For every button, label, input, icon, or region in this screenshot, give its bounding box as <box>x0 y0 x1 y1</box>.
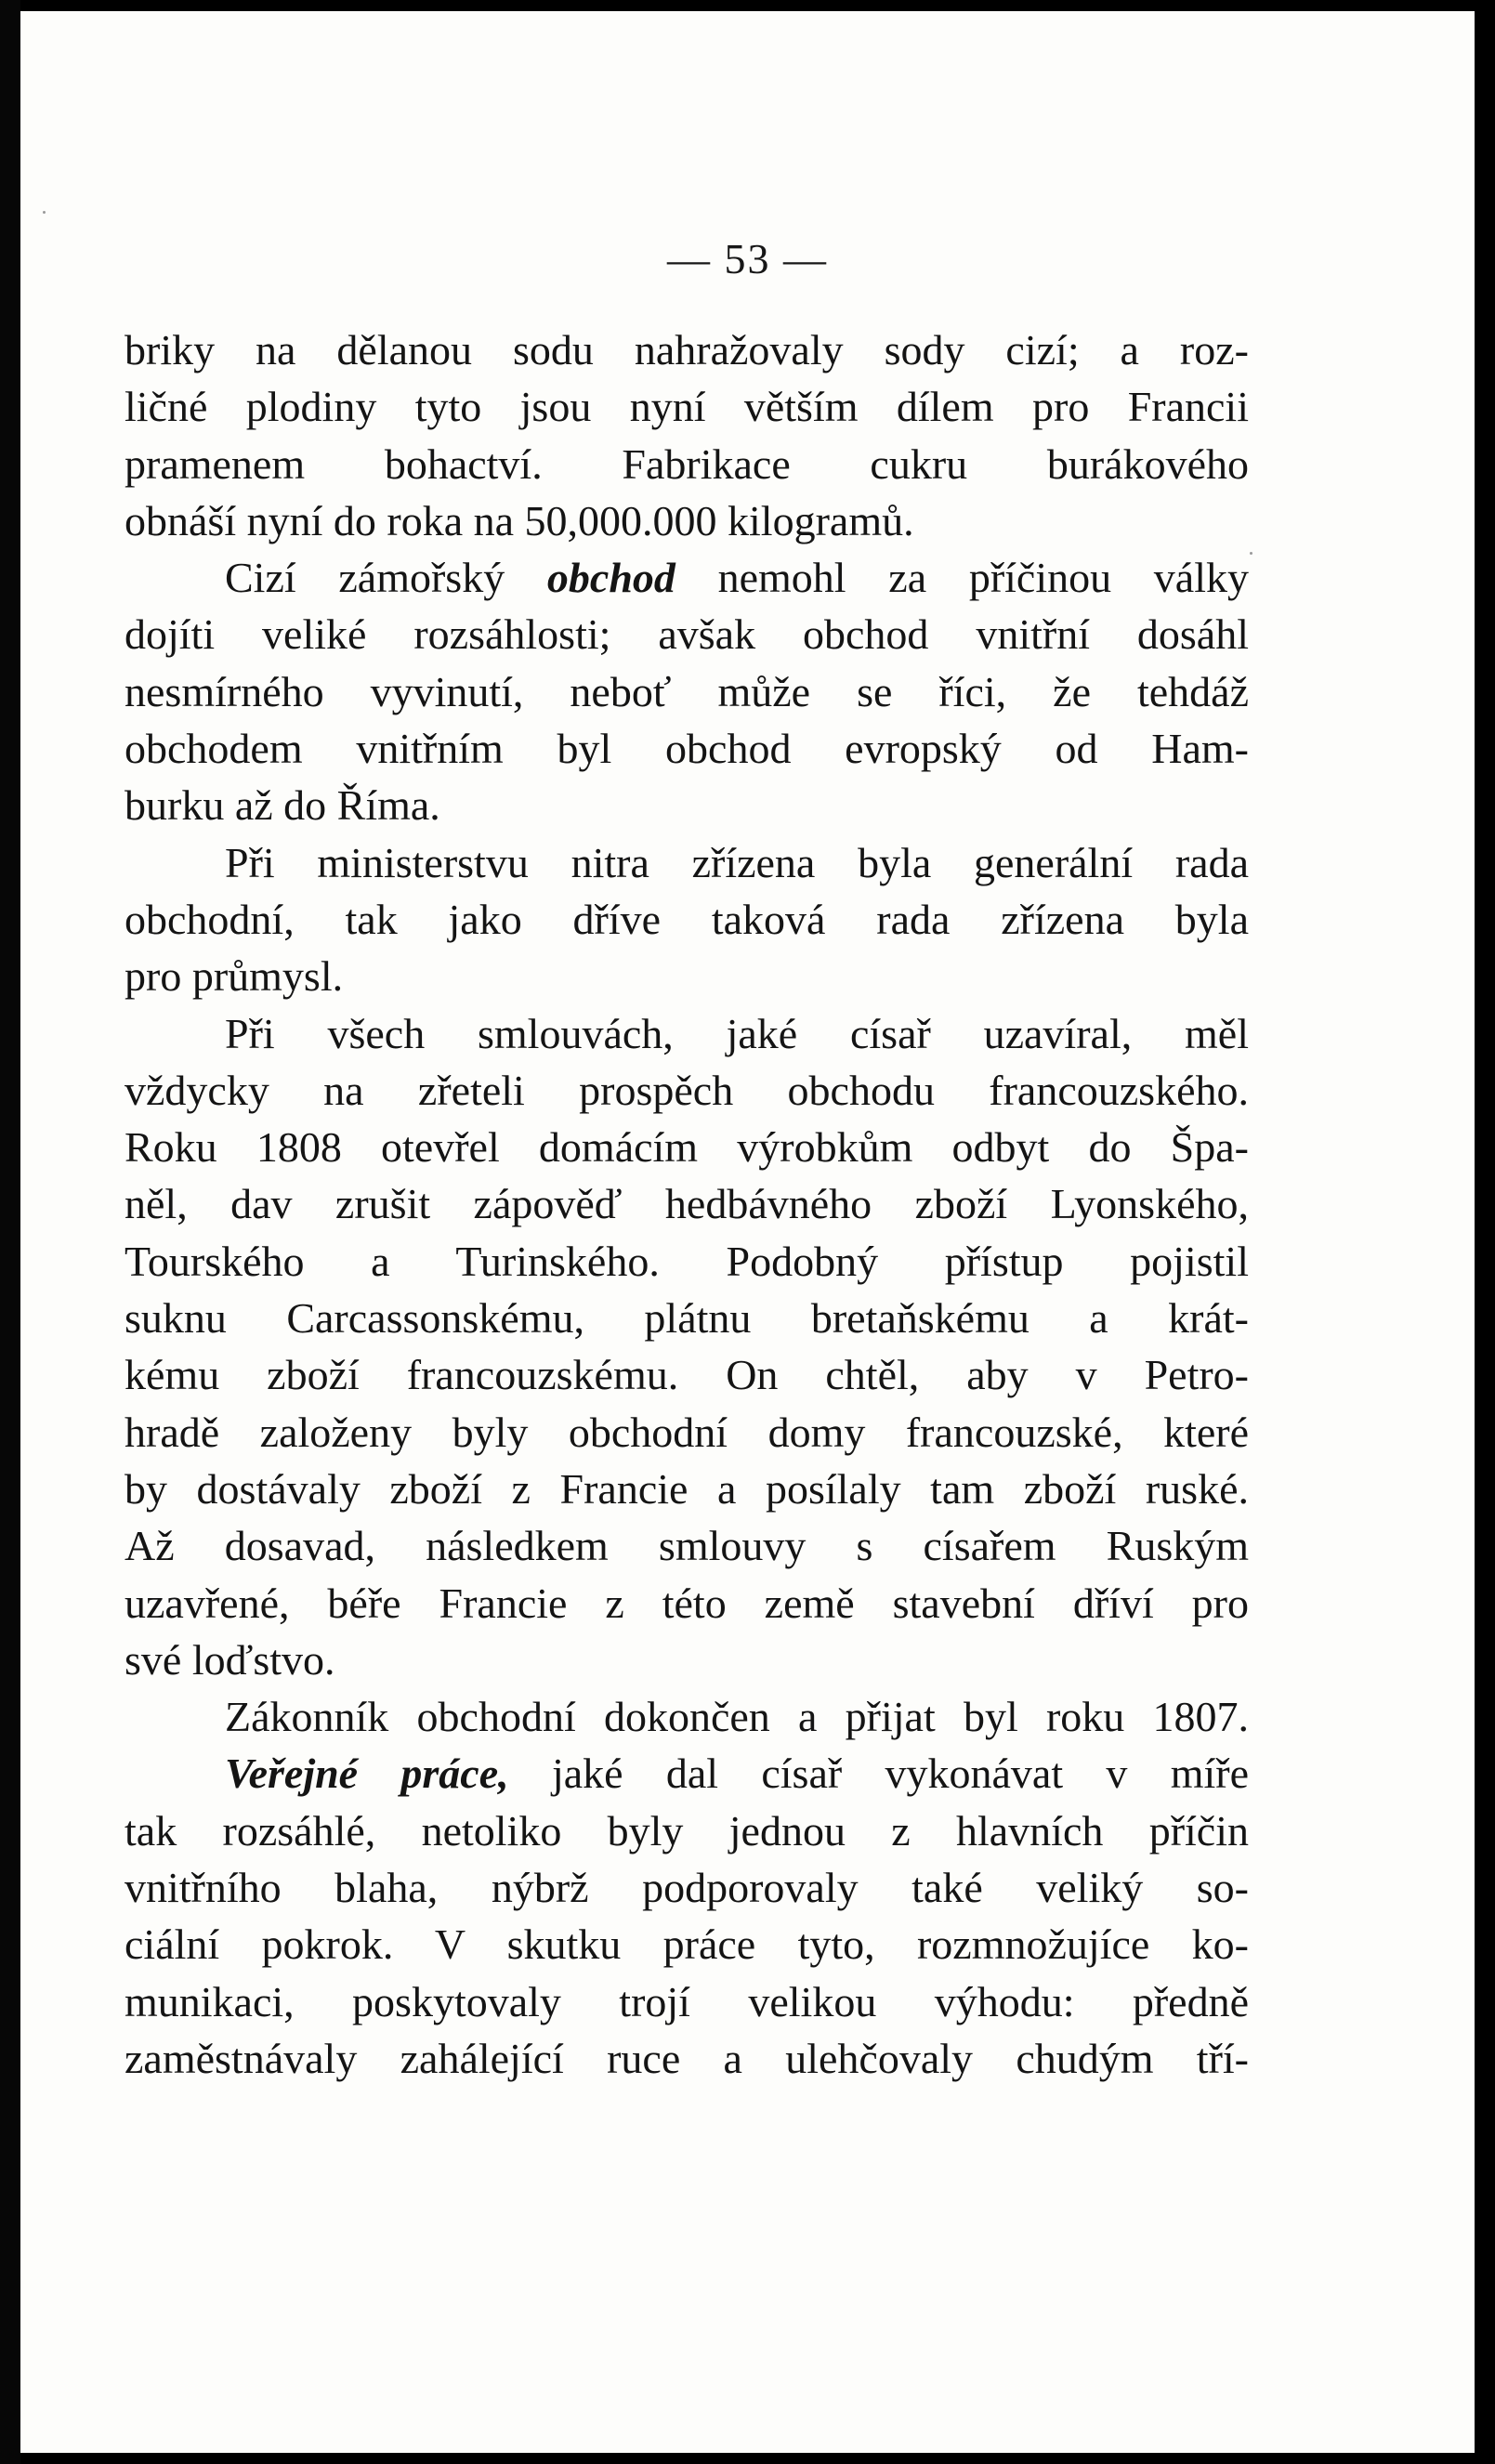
text-line: nesmírného vyvinutí, neboť může se říci, že tehdáž <box>125 667 1249 715</box>
text-line: by dostávaly zboží z Francie a posílaly tam zboží ruské. <box>125 1464 1249 1513</box>
text-line: vnitřního blaha, nýbrž podporovaly také veliký so- <box>125 1864 1249 1912</box>
text-line: obchodem vnitřním byl obchod evropský od Ham- <box>125 725 1249 773</box>
scan-left-edge <box>0 0 20 2464</box>
text-run: nemohl za příčinou války <box>717 554 1249 602</box>
text-line: munikaci, poskytovaly trojí velikou výhodu: předně <box>125 1977 1249 2025</box>
text-line: tak rozsáhlé, netoliko byly jednou z hlavních příčin <box>125 1806 1249 1855</box>
text-line: pramenem bohactví. Fabrikace cukru burákového <box>125 439 1249 488</box>
text-line: uzavřené, béře Francie z této země stavební dříví pro <box>125 1579 1249 1627</box>
paragraph-line: Zákonník obchodní dokončen a přijat byl roku 1807. <box>225 1693 1249 1741</box>
paper-speck <box>43 211 46 214</box>
text-line: briky na dělanou sodu nahražovaly sody cizí; a roz- <box>125 326 1249 374</box>
text-line: pro průmysl. <box>125 952 344 1001</box>
text-line: burku až do Říma. <box>125 781 440 830</box>
paper-speck <box>1250 552 1252 555</box>
text-line: Roku 1808 otevřel domácím výrobkům odbyt do Špa- <box>125 1123 1249 1172</box>
text-run: Cizí zámořský <box>225 554 505 602</box>
text-line: Až dosavad, následkem smlouvy s císařem Ruským <box>125 1522 1249 1570</box>
text-line: hradě založeny byly obchodní domy francouzské, které <box>125 1408 1249 1456</box>
paragraph-line: Při ministerstvu nitra zřízena byla generální rada <box>225 838 1249 886</box>
text-line: ličné plodiny tyto jsou nyní větším dílem pro Francii <box>125 383 1249 431</box>
emphasis-obchod: obchod <box>546 554 675 602</box>
paragraph-line <box>125 549 1249 606</box>
paragraph-line: Při všech smlouvách, jaké císař uzavíral, měl <box>225 1009 1249 1057</box>
text-line: Tourského a Turinského. Podobný přístup pojistil <box>125 1237 1249 1285</box>
text-line: dojíti veliké rozsáhlosti; avšak obchod vnitřní dosáhl <box>125 610 1249 659</box>
text-line: vždycky na zřeteli prospěch obchodu francouzského. <box>125 1066 1249 1114</box>
text-line: obnáší nyní do roka na 50,000.000 kilogramů. <box>125 496 914 544</box>
text-line: zaměstnávaly zahálející ruce a ulehčovaly chudým tří- <box>125 2034 1249 2082</box>
text-run: jaké dal císař vykonávat v míře <box>551 1750 1249 1798</box>
text-line: obchodní, tak jako dříve taková rada zřízena byla <box>125 895 1249 943</box>
body-text <box>125 321 1249 2087</box>
paragraph-line <box>125 1745 1249 1802</box>
emphasis-verejne-prace: Veřejné práce, <box>225 1750 509 1798</box>
text-line: své loďstvo. <box>125 1635 335 1684</box>
text-line: ciální pokrok. V skutku práce tyto, rozmnožujíce ko- <box>125 1920 1249 1969</box>
page-number: — 53 — <box>667 235 828 282</box>
text-line: suknu Carcassonskému, plátnu bretaňskému a krát- <box>125 1294 1249 1343</box>
text-line: něl, dav zrušit zápověď hedbávného zboží Lyonského, <box>125 1180 1249 1228</box>
text-line: kému zboží francouzskému. On chtěl, aby v Petro- <box>125 1351 1249 1399</box>
book-page <box>20 11 1475 2453</box>
